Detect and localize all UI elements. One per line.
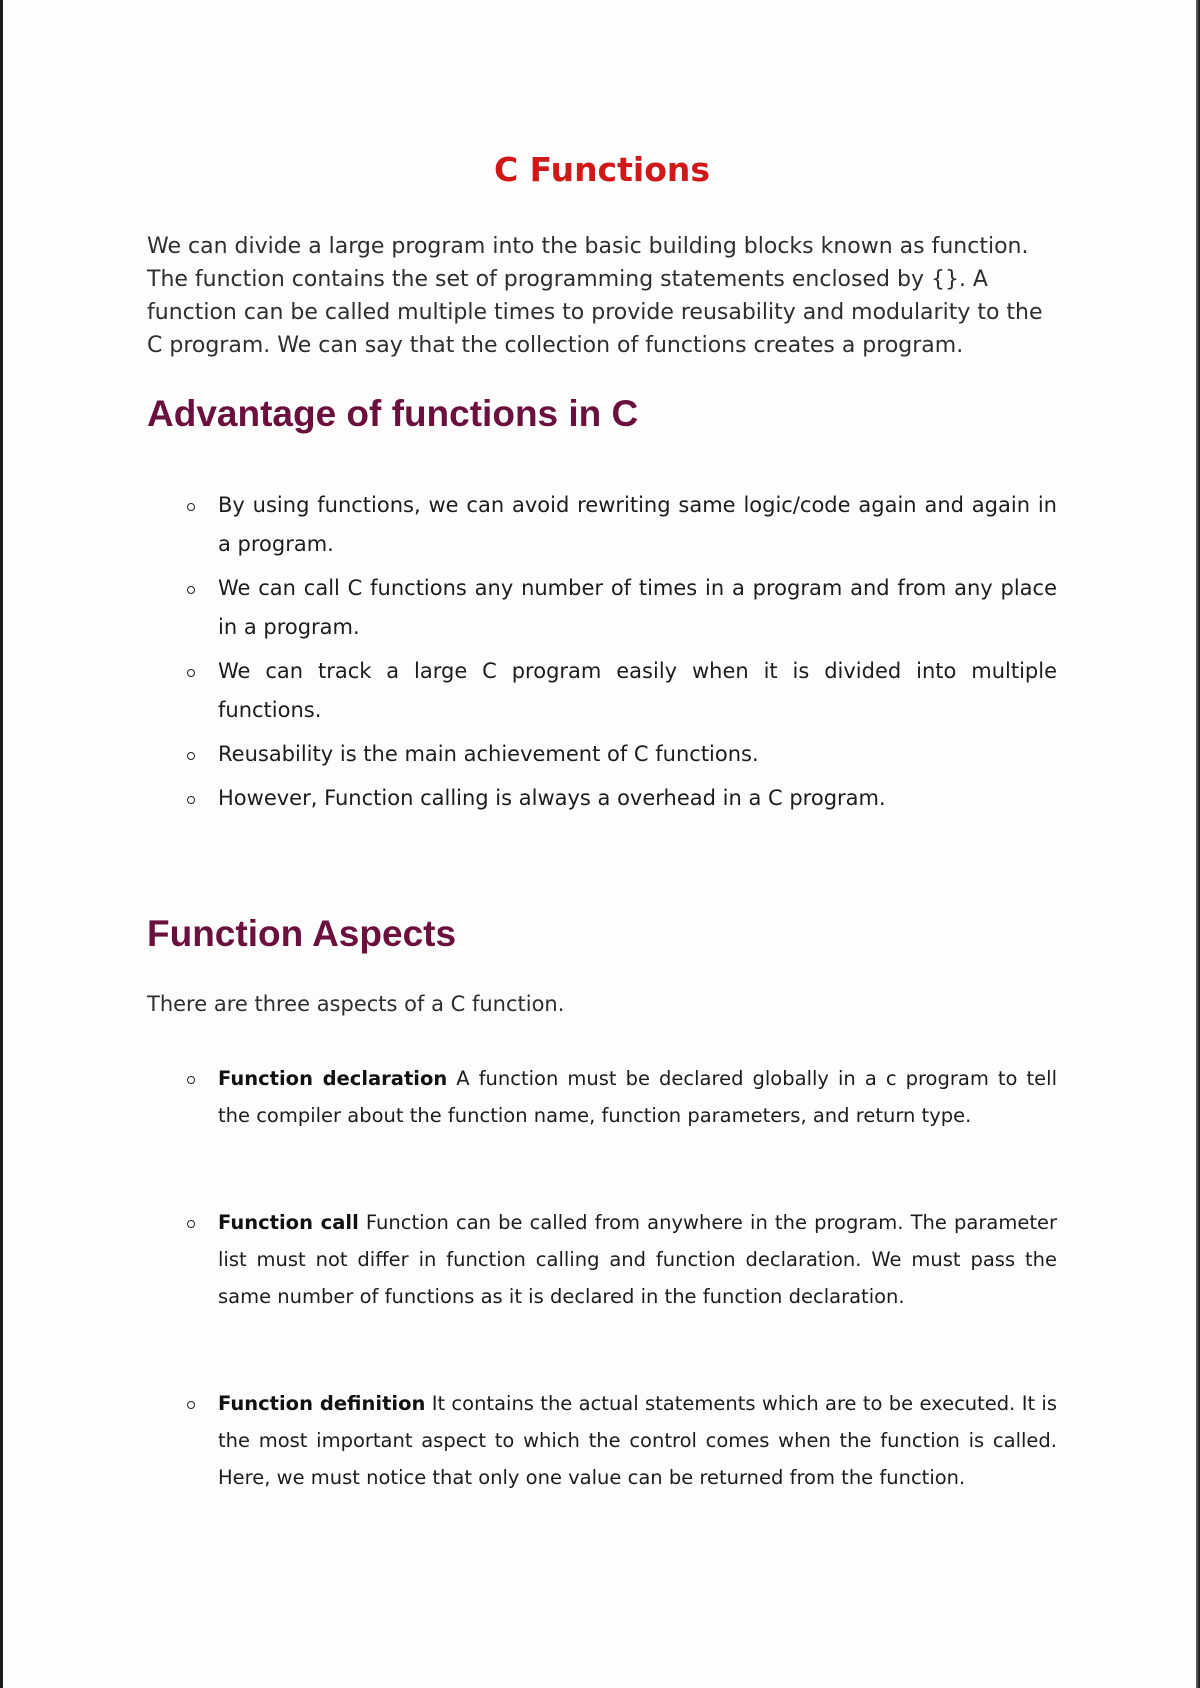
list-item-text: By using functions, we can avoid rewriting same logic/code again and again in a program. <box>218 492 1057 556</box>
list-item <box>187 1385 1057 1496</box>
circle-bullet-icon <box>187 1220 195 1228</box>
circle-bullet-icon <box>187 796 195 804</box>
advantages-list <box>147 486 1057 818</box>
aspects-heading: Function Aspects <box>147 912 457 954</box>
circle-bullet-icon <box>187 1401 195 1409</box>
circle-bullet-icon <box>187 669 195 677</box>
page-content <box>147 140 1057 1566</box>
page-title: C Functions <box>493 150 711 189</box>
list-item <box>187 486 1057 564</box>
circle-bullet-icon <box>187 1076 195 1084</box>
advantages-heading: Advantage of functions in C <box>147 392 639 434</box>
list-item <box>187 1060 1057 1134</box>
scan-right-edge <box>1196 0 1200 1688</box>
list-item-text: We can call C functions any number of times in a program and from any place in a program. <box>218 575 1057 639</box>
list-item <box>187 1204 1057 1315</box>
scan-left-edge <box>0 0 3 1688</box>
aspect-term: Function definition <box>218 1391 426 1415</box>
aspect-term: Function declaration <box>218 1066 448 1090</box>
circle-bullet-icon <box>187 503 195 511</box>
circle-bullet-icon <box>187 752 195 760</box>
list-item-text: Reusability is the main achievement of C functions. <box>218 741 759 766</box>
list-item <box>187 569 1057 647</box>
aspect-text: Function can be called from anywhere in the program. The parameter list must not differ in function calling and function declaration. We must pass the same number of functions as it is declared in the function declaration. <box>218 1210 1057 1308</box>
aspects-intro: There are three aspects of a C function. <box>147 992 565 1017</box>
circle-bullet-icon <box>187 586 195 594</box>
aspect-text: It contains the actual statements which are to be executed. It is the most important aspect to which the control comes when the function is called. Here, we must notice that only one value can be returned from the function. <box>218 1391 1057 1489</box>
aspect-term: Function call <box>218 1210 359 1234</box>
intro-paragraph: We can divide a large program into the basic building blocks known as function. The function contains the set of programming statements enclosed by {}. A function can be called multiple times to provide reusability and modularity to the C program. We can say that the collection of functions creates a program. <box>147 233 1043 358</box>
list-item <box>187 652 1057 730</box>
aspect-text: A function must be declared globally in a c program to tell the compiler about the function name, function parameters, and return type. <box>218 1066 1057 1127</box>
aspects-list <box>147 1060 1057 1496</box>
list-item <box>187 735 1057 774</box>
list-item <box>187 779 1057 818</box>
list-item-text: However, Function calling is always a overhead in a C program. <box>218 785 886 810</box>
list-item-text: We can track a large C program easily when it is divided into multiple functions. <box>218 658 1057 722</box>
